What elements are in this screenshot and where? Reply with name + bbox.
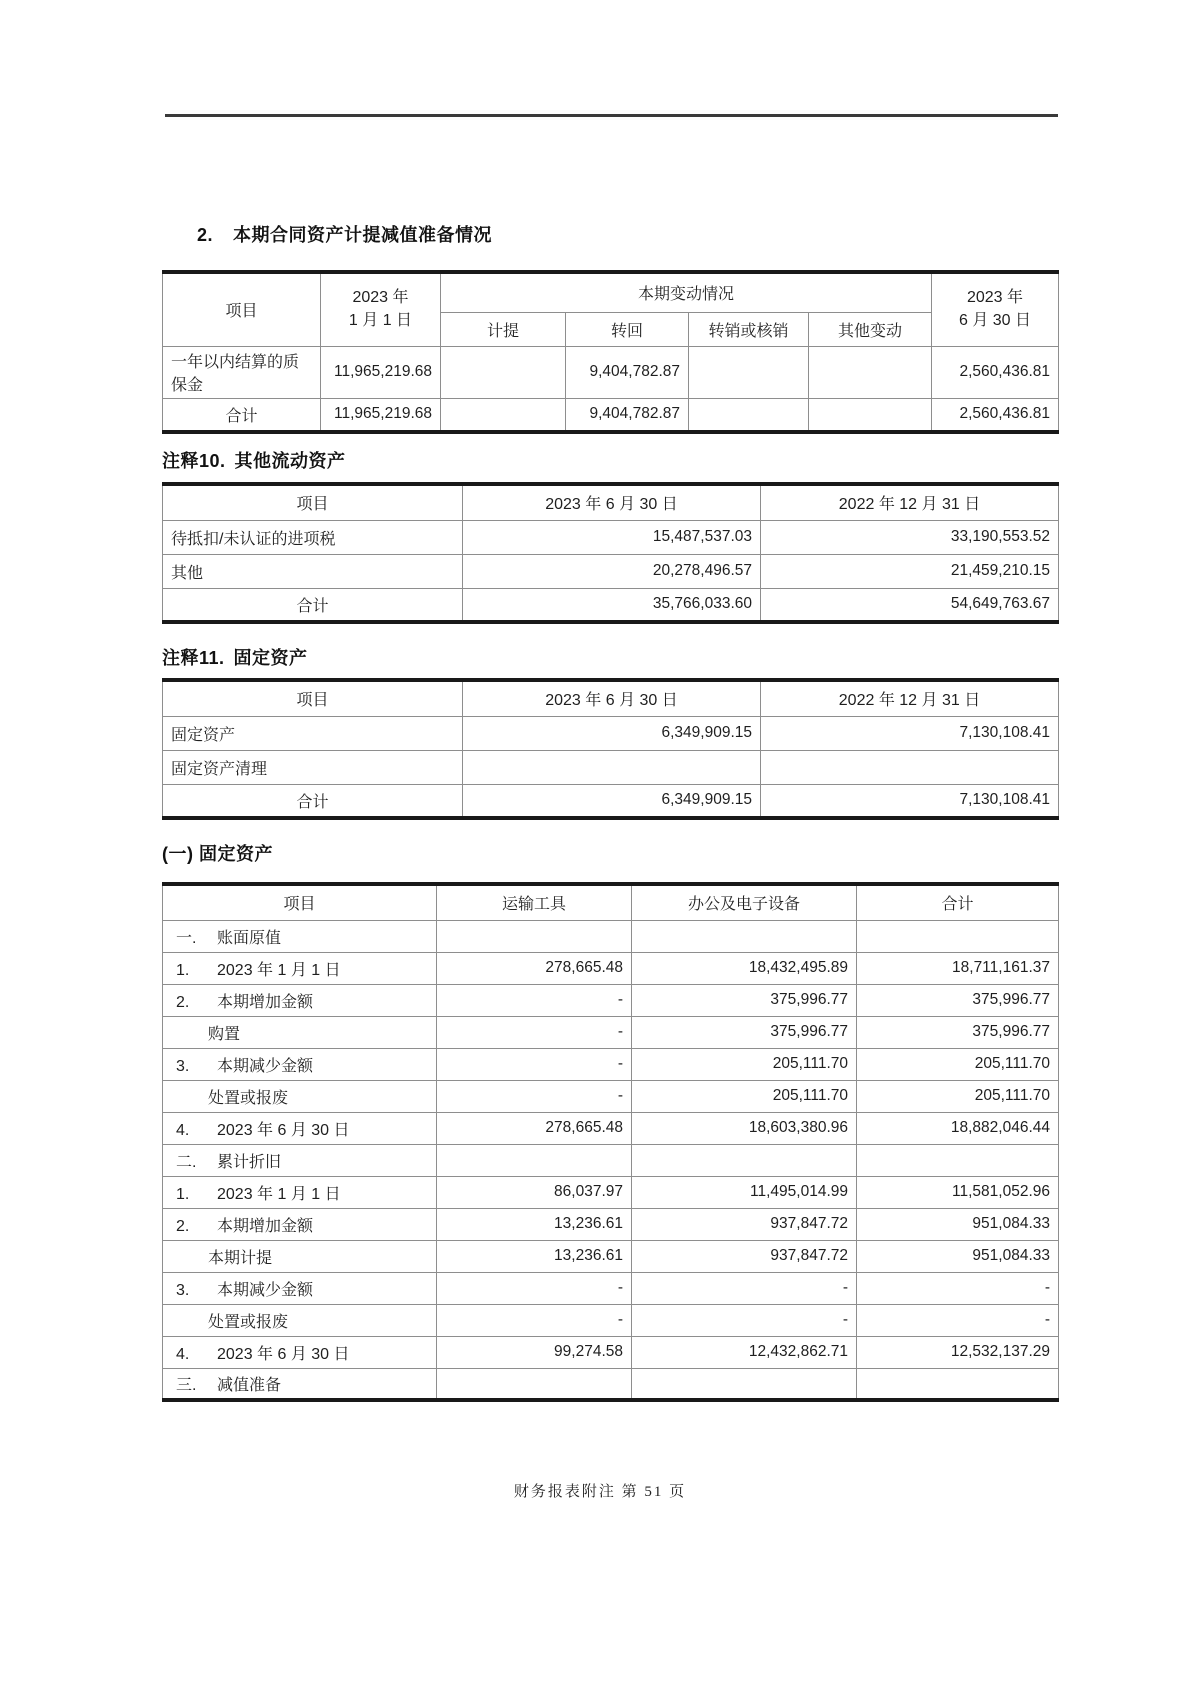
table-contract-impairment [162,270,1059,434]
page-footer: 财务报表附注 第 51 页 [513,1484,687,1500]
cell-value: 951,084.33 [857,1240,1059,1272]
table-total-row [163,398,1059,432]
cell-value: 7,130,108.41 [761,716,1059,750]
col-header-end-balance [932,272,1059,346]
cell-value: 18,432,495.89 [632,952,857,984]
row-number: 4. [176,1345,190,1363]
cell-value: 375,996.77 [857,1016,1059,1048]
cell-value: 11,965,219.68 [321,346,441,398]
cell-value: 13,236.61 [437,1208,632,1240]
cell-value: - [632,1272,857,1304]
cell-value [437,1144,632,1176]
table-row [163,750,1059,784]
table-row [163,1048,1059,1080]
row-number: 三. [176,1376,197,1394]
cell-value: 11,965,219.68 [321,398,441,432]
cell-value: 205,111.70 [632,1080,857,1112]
cell-value [632,1368,857,1400]
table-header-row [163,680,1059,716]
cell-value: 12,532,137.29 [857,1336,1059,1368]
cell-value [441,346,566,398]
cell-value [689,346,809,398]
col-header-current-period: 2023 年 6 月 30 日 [463,484,761,520]
table-row [163,952,1059,984]
table-row [163,1016,1059,1048]
row-label [163,1176,437,1208]
cell-value [857,1144,1059,1176]
section-title-text: 本期合同资产计提减值准备情况 [233,225,493,245]
row-label [163,1048,437,1080]
cell-value: - [857,1272,1059,1304]
col-header-item: 项目 [163,884,437,920]
row-label: 固定资产 [163,716,463,750]
row-number: 一. [176,929,197,947]
cell-value: 375,996.77 [857,984,1059,1016]
col-header-item: 项目 [163,272,321,346]
table-fixed-assets-summary [162,678,1059,820]
col-header-item: 项目 [163,484,463,520]
table-row [163,1112,1059,1144]
row-label-text: 本期减少金额 [217,1281,314,1299]
cell-value: 375,996.77 [632,1016,857,1048]
cell-value: - [632,1304,857,1336]
cell-value: 2,560,436.81 [932,398,1059,432]
section-title-text: (一) 固定资产 [162,844,273,864]
col-header-other-change: 其他变动 [809,312,932,346]
table-fixed-assets-detail [162,882,1059,1402]
row-label-text: 2023 年 1 月 1 日 [217,1185,341,1203]
cell-value [437,1368,632,1400]
col-header-current-period: 2023 年 6 月 30 日 [463,680,761,716]
section-title-fixed-assets-detail [162,840,1058,866]
cell-value [689,398,809,432]
row-label-total: 合计 [163,588,463,622]
col-header-total: 合计 [857,884,1059,920]
cell-value: - [437,1016,632,1048]
row-number: 4. [176,1121,190,1139]
cell-value [632,1144,857,1176]
section-title-note10 [162,447,1058,473]
row-label [163,1272,437,1304]
col-header-writeoff: 转销或核销 [689,312,809,346]
row-label [163,984,437,1016]
fixed-assets-detail-table-wrap [162,882,1058,1402]
cell-value: - [437,1304,632,1336]
row-label [163,952,437,984]
row-label [163,1016,437,1048]
table-row [163,554,1059,588]
table-row [163,346,1059,398]
cell-value: 9,404,782.87 [566,398,689,432]
table-section-row [163,1144,1059,1176]
row-label-text: 账面原值 [217,929,282,947]
row-label-text: 累计折旧 [217,1153,282,1171]
col-header-begin-balance [321,272,441,346]
cell-value: 86,037.97 [437,1176,632,1208]
row-label-text: 处置或报废 [208,1089,289,1107]
cell-value [463,750,761,784]
col-header-reversal: 转回 [566,312,689,346]
cell-value: 11,495,014.99 [632,1176,857,1208]
section-number: 2. [197,225,214,245]
header-rule [165,114,1058,117]
section-number: 注释10. [162,451,226,471]
row-label: 一年以内结算的质保金 [163,346,321,398]
table-row [163,1208,1059,1240]
table-section-row [163,1368,1059,1400]
col-header-transport: 运输工具 [437,884,632,920]
table-row [163,1240,1059,1272]
col-header-office-equipment: 办公及电子设备 [632,884,857,920]
col-header-item: 项目 [163,680,463,716]
row-number: 3. [176,1281,190,1299]
header-line: 1 月 1 日 [348,311,413,329]
cell-value: 18,711,161.37 [857,952,1059,984]
table-row [163,1272,1059,1304]
row-label [163,1368,437,1400]
row-label-text: 本期增加金额 [217,1217,314,1235]
table-section-row [163,920,1059,952]
col-header-prior-period: 2022 年 12 月 31 日 [761,484,1059,520]
section-title-note11 [162,644,1058,670]
row-label-text: 本期增加金额 [217,993,314,1011]
cell-value: 18,603,380.96 [632,1112,857,1144]
cell-value: 937,847.72 [632,1208,857,1240]
fixed-assets-summary-table-wrap [162,678,1058,820]
row-number: 3. [176,1057,190,1075]
row-label: 其他 [163,554,463,588]
header-line: 6 月 30 日 [958,311,1032,329]
cell-value [761,750,1059,784]
section-title-text: 固定资产 [233,648,308,668]
col-header-accrual: 计提 [441,312,566,346]
table-row [163,984,1059,1016]
cell-value: 205,111.70 [632,1048,857,1080]
cell-value: 9,404,782.87 [566,346,689,398]
row-label-text: 本期减少金额 [217,1057,314,1075]
table-total-row [163,784,1059,818]
cell-value [809,346,932,398]
row-label [163,1112,437,1144]
row-number: 1. [176,961,190,979]
row-label-total: 合计 [163,784,463,818]
cell-value: 375,996.77 [632,984,857,1016]
cell-value: 99,274.58 [437,1336,632,1368]
row-label-total: 合计 [163,398,321,432]
col-header-prior-period: 2022 年 12 月 31 日 [761,680,1059,716]
table-header-row [163,272,1059,312]
table-other-current-assets [162,482,1059,624]
row-label [163,1336,437,1368]
row-label [163,1080,437,1112]
row-label-text: 处置或报废 [208,1313,289,1331]
row-label [163,1240,437,1272]
table-row [163,1080,1059,1112]
other-current-assets-table-wrap [162,482,1058,624]
row-label-text: 2023 年 1 月 1 日 [217,961,341,979]
cell-value: 2,560,436.81 [932,346,1059,398]
row-label [163,1208,437,1240]
table-total-row [163,588,1059,622]
row-label [163,920,437,952]
row-number: 1. [176,1185,190,1203]
cell-value [857,1368,1059,1400]
cell-value: - [437,1272,632,1304]
cell-value: 951,084.33 [857,1208,1059,1240]
table-row [163,1176,1059,1208]
table-row [163,520,1059,554]
row-label-text: 购置 [208,1025,241,1043]
cell-value [857,920,1059,952]
cell-value: 6,349,909.15 [463,784,761,818]
col-header-change-group: 本期变动情况 [441,272,932,312]
cell-value: - [437,984,632,1016]
header-line: 2023 年 [966,289,1024,307]
table-row [163,1336,1059,1368]
row-label-text: 本期计提 [208,1249,273,1267]
cell-value: 6,349,909.15 [463,716,761,750]
section-title-contract-impairment [162,221,1093,247]
section-number: 注释11. [162,648,225,668]
cell-value: - [437,1048,632,1080]
row-label: 待抵扣/未认证的进项税 [163,520,463,554]
row-number: 2. [176,993,190,1011]
row-label [163,1144,437,1176]
row-label-text: 2023 年 6 月 30 日 [217,1345,350,1363]
cell-value: 278,665.48 [437,952,632,984]
row-label-text: 2023 年 6 月 30 日 [217,1121,350,1139]
cell-value: 205,111.70 [857,1080,1059,1112]
cell-value: 35,766,033.60 [463,588,761,622]
cell-value: 20,278,496.57 [463,554,761,588]
section-title-text: 其他流动资产 [234,451,346,471]
cell-value: 13,236.61 [437,1240,632,1272]
row-number: 二. [176,1153,197,1171]
table-header-row [163,884,1059,920]
cell-value: 937,847.72 [632,1240,857,1272]
cell-value [441,398,566,432]
cell-value: 54,649,763.67 [761,588,1059,622]
cell-value: 205,111.70 [857,1048,1059,1080]
contract-impairment-table-wrap [162,270,1058,434]
cell-value [809,398,932,432]
cell-value: 278,665.48 [437,1112,632,1144]
cell-value: 33,190,553.52 [761,520,1059,554]
cell-value: 18,882,046.44 [857,1112,1059,1144]
cell-value [632,920,857,952]
row-label-text: 减值准备 [217,1376,282,1394]
cell-value: 15,487,537.03 [463,520,761,554]
cell-value: 21,459,210.15 [761,554,1059,588]
cell-value: - [437,1080,632,1112]
cell-value [437,920,632,952]
cell-value: - [857,1304,1059,1336]
table-header-row [163,484,1059,520]
table-row [163,716,1059,750]
table-row [163,1304,1059,1336]
header-line: 2023 年 [352,289,409,307]
cell-value: 11,581,052.96 [857,1176,1059,1208]
cell-value: 7,130,108.41 [761,784,1059,818]
cell-value: 12,432,862.71 [632,1336,857,1368]
row-number: 2. [176,1217,190,1235]
row-label: 固定资产清理 [163,750,463,784]
row-label [163,1304,437,1336]
